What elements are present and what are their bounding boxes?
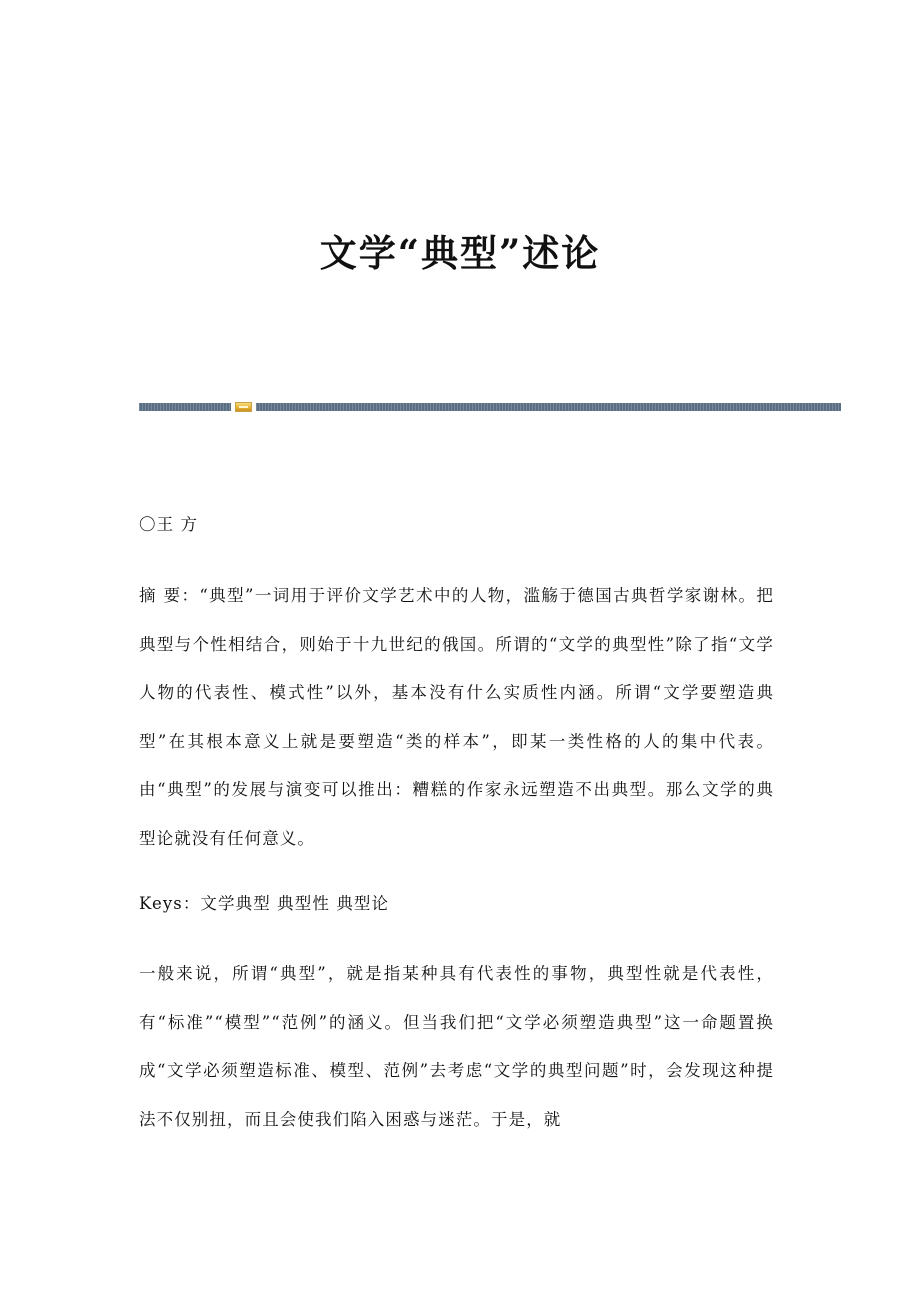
abstract-paragraph: 摘 要：“典型”一词用于评价文学艺术中的人物，滥觞于德国古典哲学家谢林。把典型与个性相结合，则始于十九世纪的俄国。所谓的“文学的典型性”除了指“文学人物的代表性、模式性”以外，基本没有什么实质性内涵。所谓“文学要塑造典型”在其根本意义上就是要塑造“类的样本”，即某一类性格的人的集中代表。由“典型”的发展与演变可以推出：糟糕的作家永远塑造不出典型。那么文学的典型论就没有任何意义。	[139, 586, 774, 848]
document-title: 文学“典型”述论	[319, 231, 601, 275]
author-line: 〇王 方	[139, 515, 199, 534]
keywords-line: Keys：文学典型 典型性 典型论	[139, 894, 390, 913]
title-divider	[139, 402, 841, 412]
divider-bar-left	[139, 403, 231, 411]
divider-bar-right	[256, 403, 841, 411]
divider-ornament-icon	[235, 402, 252, 412]
body-paragraph: 一般来说，所谓“典型”，就是指某种具有代表性的事物，典型性就是代表性，有“标准”“模型”“范例”的涵义。但当我们把“文学必须塑造典型”这一命题置换成“文学必须塑造标准、模型、范例”去考虑“文学的典型问题”时，会发现这种提法不仅别扭，而且会使我们陷入困惑与迷茫。于是，就	[139, 964, 774, 1129]
